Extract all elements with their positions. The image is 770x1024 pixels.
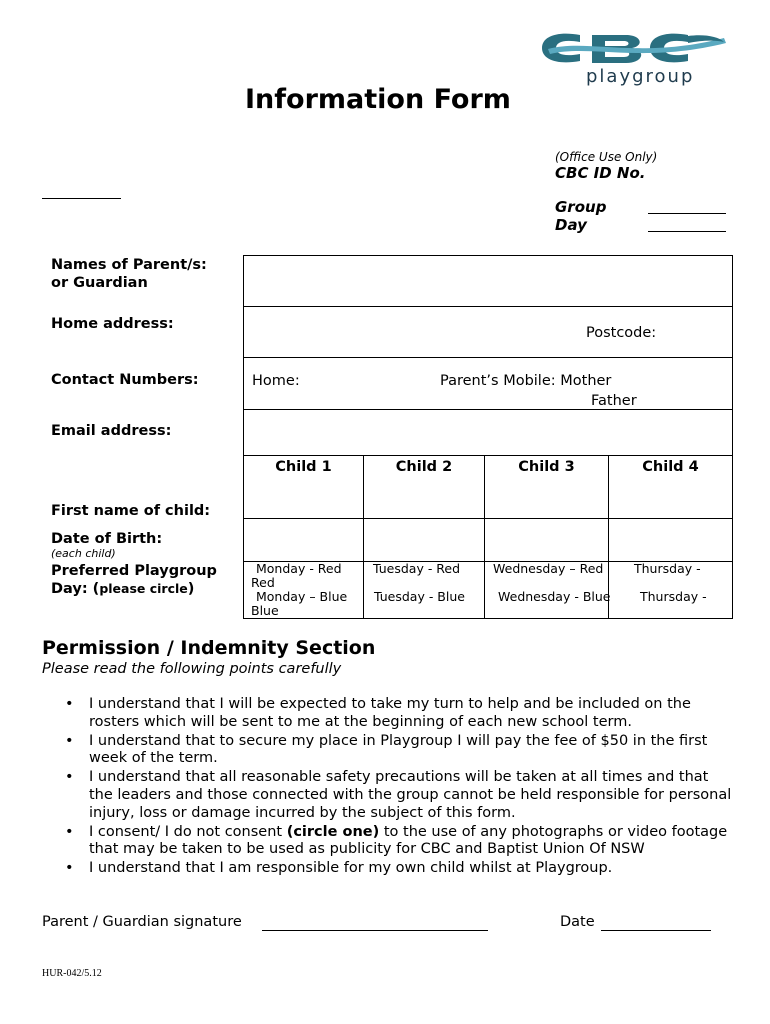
child-1-header: Child 1 (275, 459, 332, 475)
email-label: Email address: (51, 423, 172, 439)
dob-label: Date of Birth: (51, 531, 163, 547)
child-3-column (484, 455, 609, 619)
child-3-header: Child 3 (518, 459, 575, 475)
date-line[interactable] (601, 930, 711, 931)
postcode-label: Postcode: (586, 325, 657, 341)
permission-point-roster: • I understand that I will be expected to take my turn to help and be included on the rosters which will be sent to me at the beginning of each new school term. (42, 696, 732, 731)
child-1-name-field[interactable] (243, 518, 364, 562)
child-1-column (243, 455, 364, 619)
form-code: HUR-042/5.12 (42, 968, 102, 979)
child-2-column (363, 455, 485, 619)
parent-name-field[interactable] (243, 255, 733, 307)
permission-point-responsibility: • I understand that I am responsible for my own child whilst at Playgroup. (42, 860, 732, 878)
child-2-day-red[interactable]: Tuesday - Red (373, 561, 461, 576)
contact-numbers-label: Contact Numbers: (51, 372, 199, 388)
permission-heading: Permission / Indemnity Section (42, 637, 376, 659)
child-1-day-red[interactable]: Monday - Red (256, 561, 342, 576)
signature-label: Parent / Guardian signature (42, 914, 242, 930)
mobile-father-label: Father (591, 393, 637, 409)
preferred-day-label: Preferred Playgroup Day: (please circle) (51, 563, 217, 597)
signature-line[interactable] (262, 930, 488, 931)
child-4-day-red[interactable]: Thursday - (634, 561, 701, 576)
cbc-id-label: CBC ID No. (555, 164, 646, 182)
first-name-label: First name of child: (51, 503, 211, 519)
group-line (648, 213, 726, 214)
permission-point-fee: • I understand that to secure my place in Playgroup I will pay the fee of $50 in the first week of the term. (42, 733, 732, 768)
logo (538, 30, 730, 88)
permission-point-safety: • I understand that all reasonable safety precautions will be taken at all times and that the leaders and those connected with the group cannot be held responsible for personal injury, loss or damage incurred by the subject of this form. (42, 769, 732, 822)
child-1-day-blue[interactable]: Monday – Blue (256, 589, 348, 604)
child-4-day-blue[interactable]: Thursday - (640, 589, 707, 604)
mobile-mother-label: Parent’s Mobile: Mother (440, 373, 612, 389)
contact-numbers-field[interactable] (243, 357, 733, 410)
child-2-header: Child 2 (395, 459, 453, 475)
child-4-column (608, 455, 733, 619)
permission-subheading: Please read the following points carefully (42, 661, 342, 677)
child-4-name-field[interactable] (608, 518, 733, 562)
cbc-id-line (42, 198, 121, 199)
office-use-note: (Office Use Only) (555, 150, 658, 164)
dob-note: (each child) (51, 547, 116, 560)
child-1-day-red-overflow: Red (251, 575, 275, 590)
page-title: Information Form (245, 84, 511, 115)
home-address-field[interactable] (243, 306, 733, 358)
child-3-name-field[interactable] (484, 518, 609, 562)
email-field[interactable] (243, 409, 733, 456)
cbc-logo-icon (538, 30, 730, 70)
logo-subtext: playgroup (586, 66, 695, 87)
day-line (648, 231, 726, 232)
date-label: Date (560, 914, 595, 930)
parents-label: Names of Parent/s: or Guardian (51, 257, 207, 291)
permission-point-photo-consent[interactable]: • I consent/ I do not consent (circle one) to the use of any photographs or video footage that may be taken to be used as publicity for CBC and Baptist Union Of NSW (42, 824, 732, 859)
child-2-name-field[interactable] (363, 518, 485, 562)
group-label: Group (555, 198, 607, 216)
day-label: Day (555, 216, 587, 234)
child-1-day-blue-overflow: Blue (251, 603, 279, 618)
child-2-day-blue[interactable]: Tuesday - Blue (374, 589, 465, 604)
child-4-header: Child 4 (642, 459, 699, 475)
child-3-day-red[interactable]: Wednesday – Red (493, 561, 604, 576)
child-3-day-blue[interactable]: Wednesday - Blue (498, 589, 611, 604)
permission-points (42, 696, 732, 879)
home-phone-label: Home: (252, 373, 300, 389)
home-address-label: Home address: (51, 316, 174, 332)
